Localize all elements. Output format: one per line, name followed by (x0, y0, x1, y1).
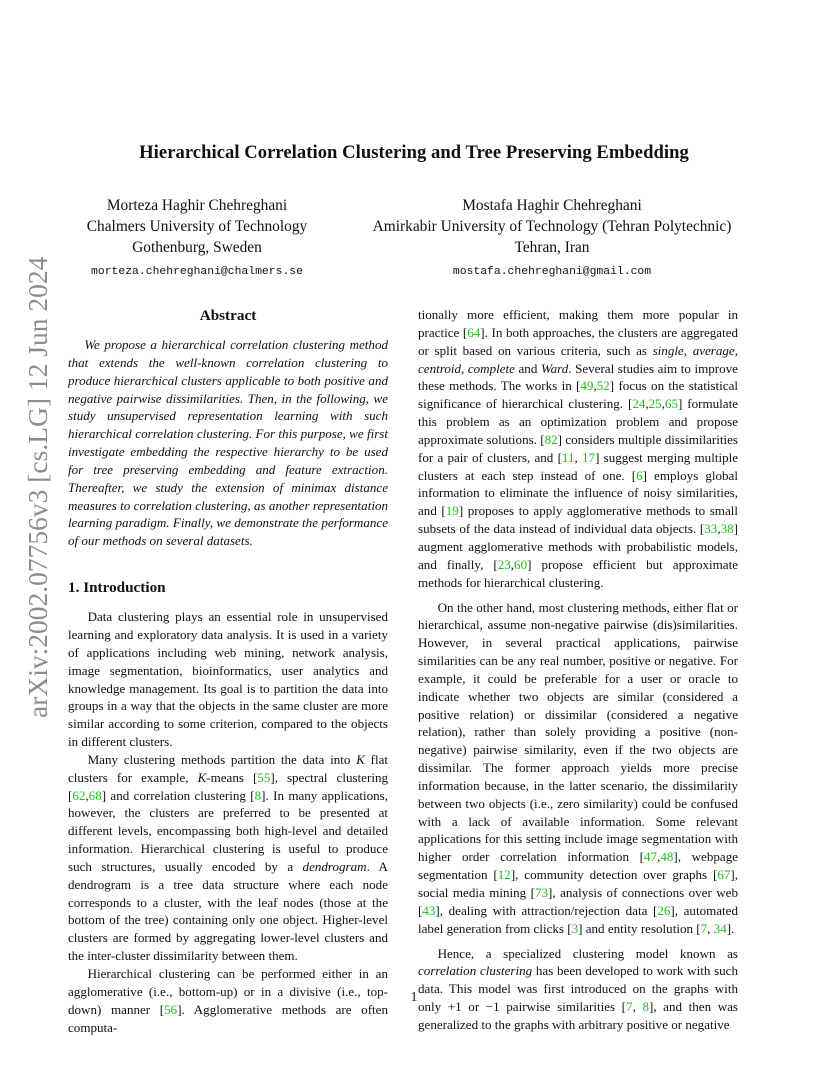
citation-link[interactable]: 60 (514, 556, 528, 572)
text-run: ]. (726, 920, 735, 936)
author-affiliation: Chalmers University of Technology (86, 218, 308, 235)
citation-link[interactable]: 34 (713, 920, 727, 936)
text-run: ] and correlation clustering [ (101, 787, 255, 803)
text-run: , (632, 999, 643, 1015)
paragraph (418, 306, 738, 592)
text-run: ] and entity resolution [ (578, 920, 701, 936)
text-run: , (683, 342, 693, 358)
citation-link[interactable]: 11 (561, 449, 575, 465)
text-run: . A dendrogram is a tree data structure where each node corresponds to a cluster, with the leaf nodes (those at the bottom of the tree) containing only one object. Higher-level clusters are formed by aggregating lower-level clusters and the inter-cluster dissimilarity between them. (68, 858, 388, 964)
citation-link[interactable]: 47 (644, 849, 658, 865)
citation-link[interactable]: 62 (72, 787, 86, 803)
left-column (68, 306, 388, 1036)
author-block-2 (342, 195, 762, 283)
text-run: , (461, 360, 468, 376)
citation-link[interactable]: 64 (467, 324, 481, 340)
text-run: Hence, a specialized clustering model known as (437, 945, 738, 961)
citation-link[interactable]: 24 (632, 396, 646, 412)
text-run: ] considers multiple dissimilarities for a pair of clusters, and [ (418, 431, 738, 465)
emphasis: complete (467, 360, 515, 376)
text-run: , (593, 378, 597, 394)
citation-link[interactable]: 56 (164, 1001, 178, 1017)
text-run: ], social media mining [ (418, 867, 738, 900)
math-symbol: K (356, 751, 365, 767)
text-run: ], community detection over graphs [ (510, 867, 718, 883)
citation-link[interactable]: 67 (717, 867, 731, 883)
emphasis: average (692, 342, 735, 358)
text-run: Hierarchical clustering can be performed either in an agglomerative (i.e., bottom-up) or in a divisive (i.e., top-down) manner [ (68, 966, 388, 1017)
citation-link[interactable]: 65 (664, 396, 678, 412)
citation-link[interactable]: 3 (571, 920, 579, 936)
citation-link[interactable]: 8 (254, 787, 262, 803)
citation-link[interactable]: 7 (626, 999, 633, 1015)
citation-link[interactable]: 68 (88, 787, 102, 803)
citation-link[interactable]: 19 (445, 503, 459, 519)
citation-link[interactable]: 55 (257, 769, 271, 785)
text-run: ], spectral clustering [ (68, 769, 388, 803)
text-run: ] propose efficient but approximate methods for hierarchical clustering. (418, 556, 738, 590)
text-run: , (734, 342, 738, 358)
text-run: ], automated label generation from clicks [ (418, 902, 738, 936)
citation-link[interactable]: 48 (660, 849, 674, 865)
emphasis: correlation clustering (418, 963, 533, 979)
citation-link[interactable]: 73 (534, 885, 549, 900)
text-run: flat clusters for example, (68, 751, 388, 785)
arxiv-stamp: arXiv:2002.07756v3 [cs.LG] 12 Jun 2024 (22, 256, 53, 718)
text-run: ] formulate this problem as an optimization problem and propose approximate solutions. [ (418, 396, 738, 447)
text-run: tionally more efficient, making them more popular in practice [ (418, 307, 738, 340)
author-name: Morteza Haghir Chehreghani (106, 197, 288, 214)
text-run: and (514, 360, 541, 376)
citation-link[interactable]: 12 (497, 867, 511, 883)
text-run: ]. In many applications, however, the clusters are preferred to be presented at different levels, encompassing both high-level and detailed information. Hierarchical clustering is useful to produce such structures, usually encoded by a (68, 787, 388, 874)
text-run: , (657, 849, 661, 865)
text-run: . Several studies aim to improve these methods. The works in [ (418, 360, 738, 394)
citation-link[interactable]: 8 (642, 999, 649, 1015)
abstract-text: We propose a hierarchical correlation clustering method that extends the well-known correlation clustering to produce hierarchical clusters applicable to both positive and negative pairwise dissimilarities. Then, in the following, we study unsupervised representation learning with such hierarchical correlation clustering. For this purpose, we first investigate embedding the respective hierarchy to be used for tree preserving embedding and feature extraction. Thereafter, we study the extension of minimax distance measures to correlation clustering, as another representation learning paradigm. Finally, we demonstrate the performance of our methods on several datasets. (68, 337, 388, 549)
text-run: ] focus on the statistical significance of hierarchical clustering. [ (418, 378, 738, 412)
text-run: , (85, 787, 89, 803)
page-number: 1 (410, 989, 418, 1004)
citation-link[interactable]: 7 (700, 920, 708, 936)
citation-link[interactable]: 17 (582, 449, 596, 465)
paragraph: Data clustering plays an essential role in unsupervised learning and exploratory data analysis. It is used in a variety of applications including web mining, network analysis, image segmentation, bioinformatics, user analytics and knowledge management. Its goal is to partition the data into groups in a way that the objects in the same cluster are more similar according to some criterion, compared to the objects in different clusters. (68, 609, 388, 750)
abstract-heading: Abstract (199, 307, 257, 324)
text-run: ], dealing with attraction/rejection data [ (435, 902, 658, 918)
text-run: ] suggest merging multiple clusters at each step instead of one. [ (418, 449, 739, 483)
citation-link[interactable]: 52 (596, 378, 610, 394)
text-run: Many clustering methods partition the data into (87, 751, 357, 767)
citation-link[interactable]: 49 (580, 378, 594, 394)
citation-link[interactable]: 33 (704, 521, 718, 537)
emphasis: dendrogram (302, 858, 367, 874)
emphasis: Ward (540, 360, 569, 376)
text-run: , (661, 396, 665, 412)
citation-link[interactable]: 25 (648, 396, 662, 412)
text-run: ]. In both approaches, the clusters are aggregated or split based on various criteria, such as (418, 324, 739, 358)
citation-link[interactable]: 38 (720, 521, 734, 537)
paper-title: Hierarchical Correlation Clustering and Tree Preserving Embedding (139, 142, 689, 163)
author-affiliation: Amirkabir University of Technology (Tehran Polytechnic) (372, 218, 732, 235)
text-run: ], webpage segmentation [ (418, 849, 739, 883)
text-run: , (510, 556, 515, 572)
text-run: ], analysis of connections over web [ (418, 885, 738, 918)
text-run: -means [ (206, 769, 258, 785)
text-run: ] employs global information to eliminate the influence of noisy similarities, and [ (418, 467, 738, 519)
text-run: ] proposes to apply agglomerative methods to small subsets of the data instead of individual data objects. [ (418, 503, 738, 537)
section-heading-introduction: 1. Introduction (68, 579, 166, 597)
author-location: Gothenburg, Sweden (132, 239, 262, 256)
text-run: On the other hand, most clustering methods, either flat or hierarchical, assume non-negative pairwise (dis)similarities. However, in several practical applications, pairwise similarities can be any real number, positive or negative. For example, it could be preferable for a user or oracle to indicate whether two objects are similar (considered a positive relation) or dissimilar (considered a negative relation), rather than solely providing a positive (non-negative) pairwise similarity, even if the two objects are dissimilar. The former approach yields more precise information because, in the latter scenario, the dissimilarity between two objects (i.e., zero similarity) could be confused with a lack of available information. Some relevant applications for this setting include image segmentation with higher order correlation information [ (418, 599, 738, 865)
author-email: morteza.chehreghani@chalmers.se (91, 266, 303, 278)
citation-link[interactable]: 23 (497, 556, 511, 572)
text-run: , (707, 920, 714, 936)
emphasis: single (652, 342, 684, 358)
text-run: ], and then was generalized to the graphs with arbitrary positive or negative (418, 999, 739, 1032)
paragraph (68, 751, 388, 965)
text-run: , (574, 449, 583, 465)
text-run: , (645, 396, 649, 412)
author-name: Mostafa Haghir Chehreghani (462, 197, 642, 214)
text-run: ] augment agglomerative methods with probabilistic models, and finally, [ (418, 521, 738, 572)
paragraph (418, 599, 738, 938)
text-run: ]. Agglomerative methods are often computa- (68, 1001, 388, 1035)
citation-link[interactable]: 26 (657, 902, 671, 918)
citation-link[interactable]: 82 (544, 431, 558, 447)
author-block-1 (62, 195, 332, 283)
citation-link[interactable]: 43 (422, 902, 436, 918)
author-location: Tehran, Iran (514, 239, 590, 256)
author-email: mostafa.chehreghani@gmail.com (452, 266, 652, 278)
citation-link[interactable]: 6 (636, 467, 643, 483)
text-run: has been developed to work with such data. This model was first introduced on the graphs with only +1 or −1 pairwise similarities [ (418, 963, 738, 1015)
right-column (418, 306, 738, 1034)
math-symbol: K (197, 769, 207, 785)
text-run: , (717, 521, 721, 537)
emphasis: centroid (418, 360, 461, 376)
